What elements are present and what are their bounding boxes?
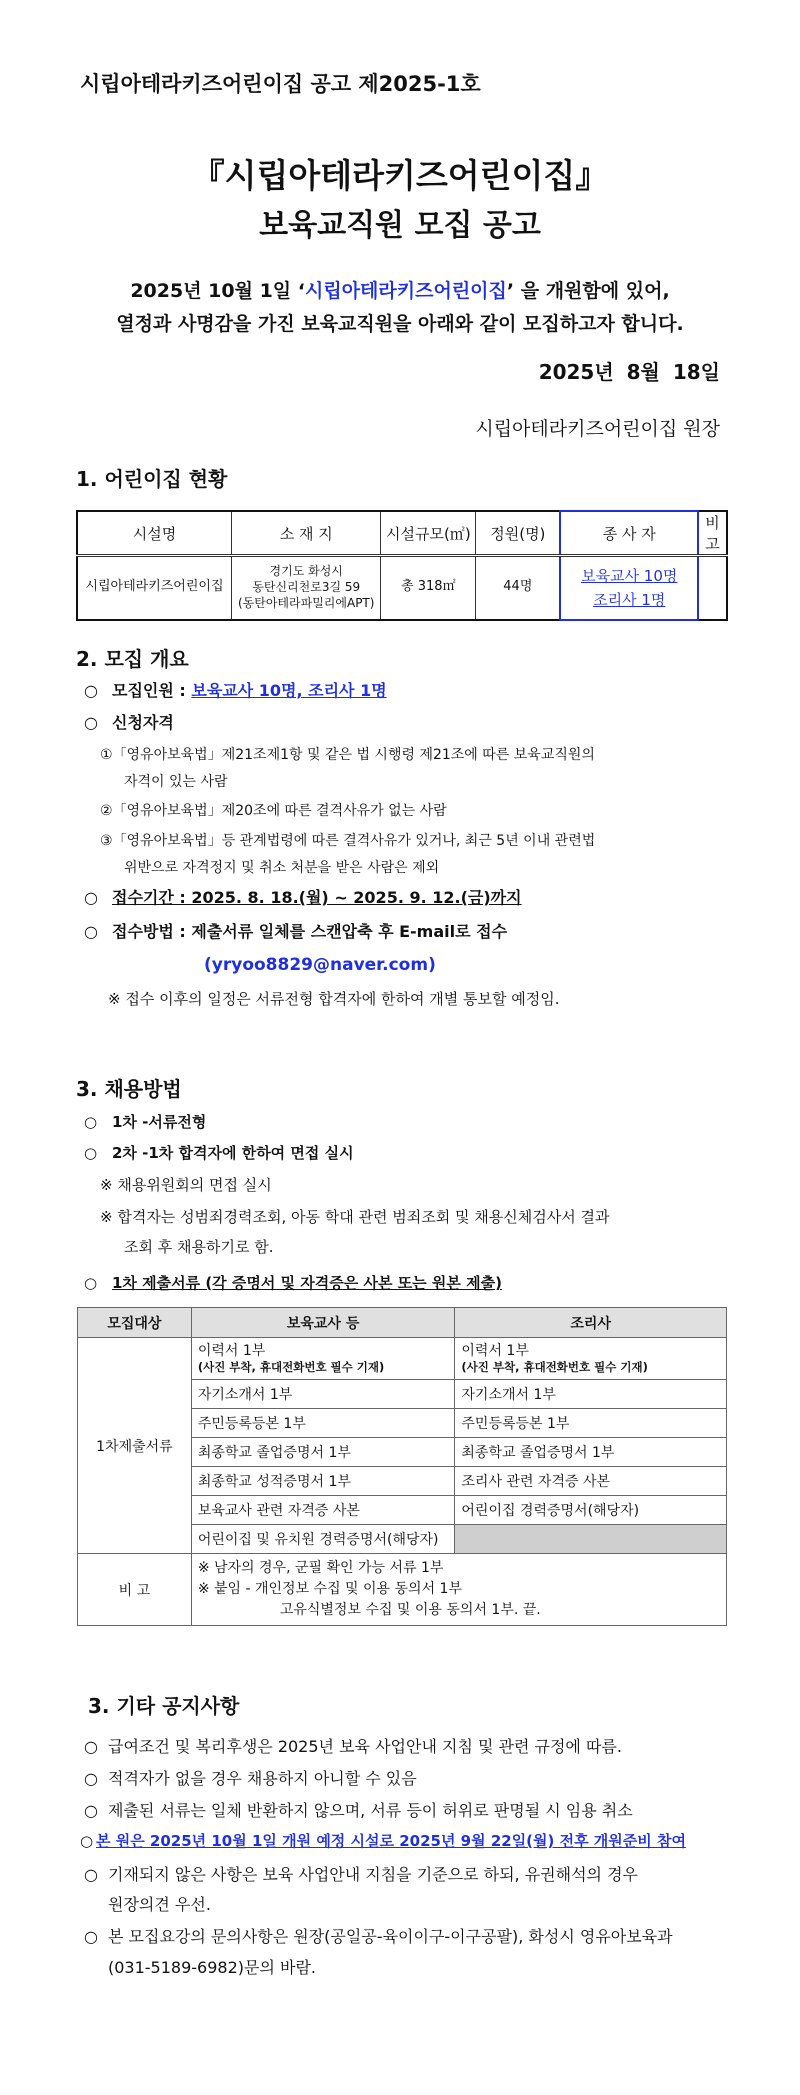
doc-cell: 어린이집 경력증명서(해당자) [455, 1496, 727, 1525]
doc-cell: 이력서 1부 (사진 부착, 휴대전화번호 필수 기재) [191, 1338, 455, 1380]
doc-cell: 보육교사 관련 자격증 사본 [191, 1496, 455, 1525]
step-2: ○ 2차 -1차 합격자에 한하여 면접 실시 [84, 1144, 354, 1162]
col-header: 소 재 지 [231, 511, 381, 556]
hiring-note-1: ※ 채용위원회의 면접 실시 [100, 1176, 272, 1194]
table-row [78, 1338, 727, 1380]
circle-bullet-icon: ○ [84, 681, 98, 700]
page-title: 『시립아테라키즈어린이집』 [191, 156, 609, 195]
circle-bullet-icon: ○ [84, 1769, 98, 1788]
documents-table [77, 1307, 727, 1626]
doc-cell: 주민등록등본 1부 [455, 1409, 727, 1438]
signature: 시립아테라키즈어린이집 원장 [475, 418, 720, 440]
circle-bullet-icon: ○ [84, 888, 98, 907]
qualification-3: ③「영유아보육법」등 관계법령에 따른 결격사유가 있거나, 최근 5년 이내 관련법 [100, 833, 596, 849]
facility-table [76, 510, 728, 621]
doc-cell: 이력서 1부 (사진 부착, 휴대전화번호 필수 기재) [455, 1338, 727, 1380]
circle-bullet-icon: ○ [84, 713, 98, 732]
qualification-3-cont: 위반으로 자격정지 및 취소 처분을 받은 사람은 제외 [124, 860, 440, 876]
other-item-3: ○ 제출된 서류는 일체 반환하지 않으며, 서류 등이 허위로 판명될 시 임용 취소 [84, 1801, 633, 1820]
doc-cell: 최종학교 졸업증명서 1부 [191, 1438, 455, 1467]
facility-name: 시립아테라키즈어린이집 [77, 556, 231, 620]
col-header: 종 사 자 [560, 511, 698, 556]
doc-cell-empty [455, 1525, 727, 1554]
circle-bullet-icon: ○ [84, 1927, 98, 1946]
intro-line-2: 열정과 사명감을 가진 보육교직원을 아래와 같이 모집하고자 합니다. [116, 313, 684, 335]
other-item-4: ○ 본 원은 2025년 10월 1일 개원 예정 시설로 2025년 9월 22일(월) 전후 개원준비 참여 [80, 1832, 686, 1850]
facility-size: 총 318㎡ [381, 556, 476, 620]
qualification-label: ○ 신청자격 [84, 713, 174, 732]
col-header: 비 고 [698, 511, 727, 556]
table-row [78, 1554, 727, 1626]
col-header: 조리사 [455, 1308, 727, 1338]
doc-cell: 최종학교 성적증명서 1부 [191, 1467, 455, 1496]
application-method: ○ 접수방법 : 제출서류 일체를 스캔압축 후 E-mail로 접수 [84, 922, 508, 941]
intro-line-1: 2025년 10월 1일 ‘시립아테라키즈어린이집’ 을 개원함에 있어, [130, 280, 670, 302]
other-item-2: ○ 적격자가 없을 경우 채용하지 아니할 수 있음 [84, 1769, 417, 1788]
other-item-1: ○ 급여조건 및 복리후생은 2025년 보육 사업안내 지침 및 관련 규정에 따름. [84, 1737, 622, 1756]
qualification-2: ②「영유아보육법」제20조에 따른 결격사유가 없는 사람 [100, 803, 447, 819]
facility-note [698, 556, 727, 620]
circle-bullet-icon: ○ [84, 1113, 98, 1131]
col-header: 모집대상 [78, 1308, 192, 1338]
documents-label: ○ 1차 제출서류 (각 증명서 및 자격증은 사본 또는 원본 제출) [84, 1274, 502, 1292]
circle-bullet-icon: ○ [84, 1274, 98, 1292]
doc-cell: 조리사 관련 자격증 사본 [455, 1467, 727, 1496]
circle-bullet-icon: ○ [84, 1144, 98, 1162]
table-header-row [78, 1308, 727, 1338]
notice-date: 2025년 8월 18일 [538, 360, 720, 384]
table-header-row [77, 511, 727, 556]
circle-bullet-icon: ○ [84, 922, 98, 941]
daycare-name-highlight: 시립아테라키즈어린이집 [305, 280, 507, 302]
row-label: 1차제출서류 [78, 1338, 192, 1554]
doc-cell: 주민등록등본 1부 [191, 1409, 455, 1438]
step-1: ○ 1차 -서류전형 [84, 1113, 207, 1131]
col-header: 시설명 [77, 511, 231, 556]
circle-bullet-icon: ○ [84, 1865, 98, 1884]
email-link[interactable]: (yryoo8829@naver.com) [204, 955, 436, 975]
section-heading-hiring: 3. 채용방법 [76, 1077, 182, 1101]
doc-cell: 어린이집 및 유치원 경력증명서(해당자) [191, 1525, 455, 1554]
col-header: 보육교사 등 [191, 1308, 455, 1338]
remarks-label: 비 고 [78, 1554, 192, 1626]
qualification-1-cont: 자격이 있는 사람 [124, 774, 228, 790]
facility-capacity: 44명 [476, 556, 561, 620]
circle-bullet-icon: ○ [84, 1801, 98, 1820]
other-item-6-cont: (031-5189-6982)문의 바람. [108, 1958, 317, 1977]
circle-bullet-icon: ○ [84, 1737, 98, 1756]
facility-address: 경기도 화성시 동탄신리천로3길 59 (동탄아테라파밀리에APT) [231, 556, 381, 620]
col-header: 시설규모(㎡) [381, 511, 476, 556]
method-note: ※ 접수 이후의 일정은 서류전형 합격자에 한하여 개별 통보할 예정임. [108, 990, 560, 1008]
other-item-5: ○ 기재되지 않은 사항은 보육 사업안내 지침을 기준으로 하되, 유권해석의 경우 [84, 1865, 638, 1884]
qualification-1: ①「영유아보육법」제21조제1항 및 같은 법 시행령 제21조에 따른 보육교직원의 [100, 747, 595, 763]
doc-cell: 자기소개서 1부 [191, 1380, 455, 1409]
page-subtitle: 보육교직원 모집 공고 [259, 208, 541, 243]
circle-bullet-icon: ○ [80, 1832, 94, 1850]
col-header: 정원(명) [476, 511, 561, 556]
doc-cell: 최종학교 졸업증명서 1부 [455, 1438, 727, 1467]
application-period: ○ 접수기간 : 2025. 8. 18.(월) ~ 2025. 9. 12.(금)까지 [84, 888, 522, 907]
doc-cell: 자기소개서 1부 [455, 1380, 727, 1409]
other-item-5-cont: 원장의견 우선. [108, 1895, 211, 1914]
hiring-note-2: ※ 합격자는 성범죄경력조회, 아동 학대 관련 범죄조회 및 채용신체검사서 결과 [100, 1208, 610, 1226]
other-item-6: ○ 본 모집요강의 문의사항은 원장(공일공-육이이구-이구공팔), 화성시 영유아보육과 [84, 1927, 673, 1946]
section-heading-other: 3. 기타 공지사항 [88, 1694, 240, 1718]
table-row [77, 556, 727, 620]
remarks-cell: ※ 남자의 경우, 군필 확인 가능 서류 1부 ※ 붙임 - 개인정보 수집 및 이용 동의서 1부 고유식별정보 수집 및 이용 동의서 1부. 끝. [191, 1554, 726, 1626]
positions-value: 보육교사 10명, 조리사 1명 [191, 681, 387, 700]
hiring-note-2-cont: 조회 후 채용하기로 함. [124, 1238, 274, 1256]
positions-line: ○ 모집인원 : 보육교사 10명, 조리사 1명 [84, 681, 387, 700]
section-heading-overview: 2. 모집 개요 [76, 647, 189, 671]
facility-staff: 보육교사 10명 조리사 1명 [560, 556, 698, 620]
section-heading-status: 1. 어린이집 현황 [76, 467, 228, 491]
notice-number: 시립아테라키즈어린이집 공고 제2025-1호 [80, 72, 481, 96]
